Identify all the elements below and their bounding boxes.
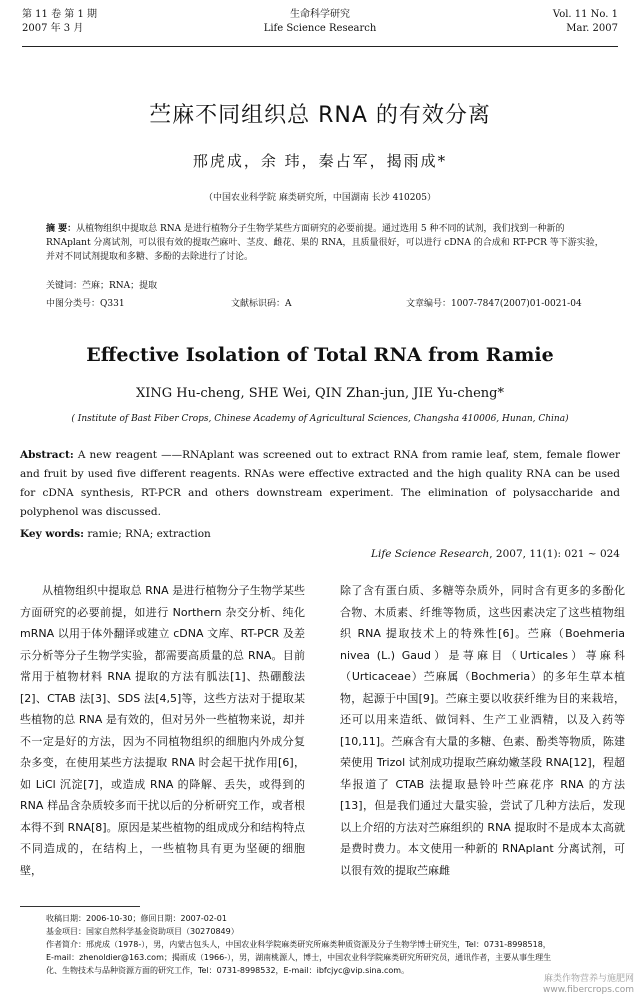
english-keywords-text: ramie; RNA; extraction — [87, 528, 211, 540]
running-header — [22, 8, 618, 48]
watermark — [543, 974, 634, 996]
english-abstract — [20, 446, 620, 522]
volume-info-en — [553, 8, 618, 36]
citation-volume: , 2007, 11(1): 021 ~ 024 — [489, 548, 620, 560]
english-title: Effective Isolation of Total RNA from Ramie — [86, 344, 554, 366]
footnote-author-bio: 作者简介：邢虎成（1978-），男，内蒙古包头人，中国农业科学院麻类研究所麻类种质资源及分子生物学博士研究生，Tel：0731-8998518， — [46, 940, 551, 949]
english-abstract-label: Abstract: — [20, 449, 74, 461]
chinese-affiliation: （中国农业科学院 麻类研究所，中国湖南 长沙 410205） — [204, 193, 436, 203]
english-keywords — [20, 528, 211, 540]
english-abstract-text: A new reagent ——RNAplant was screened out to extract RNA from ramie leaf, stem, female flower and fruit by used five different reagents. RNAs were effective extracted and the high quality RNA can be used for cDNA synthesis, RT-PCR and others downstream experiment. The elimination of polysaccharide and polyphenol was discussed. — [20, 449, 620, 518]
watermark-url: www.fibercrops.com — [543, 985, 634, 995]
footnote-rule — [20, 906, 140, 907]
footnotes — [46, 912, 626, 977]
footnote-author-bio-cont: E-mail：zhenoldier@163.com；揭雨成（1966-），男，湖南桃源人，博士，中国农业科学院麻类研究所研究员，通讯作者，主要从事生理生 — [46, 953, 552, 962]
citation — [371, 548, 620, 560]
volume-issue-en: Vol. 11 No. 1 — [552, 9, 618, 20]
body-paragraph: 从植物组织中提取总 RNA 是进行植物分子生物学某些方面研究的必要前提，如进行 Northern 杂交分析、纯化 mRNA 以用于体外翻译或建立 cDNA 文库、RT-PCR 及差示分析等分子生物学实验，都需要高质量的总 RNA。目前常用于植物材料 RNA 提取的方法有胍法[1]、热硼酸法[2]、CTAB 法[3]、SDS 法[4,5]等，这些方法对于提取某些植物的总 RNA 是有效的，但对另外一些植物来说，却并不一定是好的方法，因为不同植物组织的细胞内外成分复杂多变，在使用某些方法提取 RNA 时会起干扰作用[6]，如 LiCl 沉淀[7]，或造成 RNA 的降解、丢失，或得到的 RNA 样品含杂质较多而干扰以后的分析研究工作，或者根本得不到 RNA[8]。原因是某些植物的组成成分和结构特点不同造成的，在结构上，一些植物具有更为坚硬的细胞壁， — [20, 584, 305, 877]
article-number: 文章编号：1007-7847(2007)01-0021-04 — [406, 299, 582, 309]
chinese-title: 苎麻不同组织总 RNA 的有效分离 — [149, 103, 491, 128]
footnote-funding: 基金项目：国家自然科学基金资助项目（30270849） — [46, 927, 239, 936]
header-rule — [22, 46, 618, 47]
footnote-received: 收稿日期：2006-10-30；修回日期：2007-02-01 — [46, 914, 227, 923]
chinese-abstract — [46, 222, 606, 264]
class-number: 中图分类号：Q331 — [46, 299, 125, 309]
journal-name — [22, 8, 618, 36]
body-paragraph: 除了含有蛋白质、多糖等杂质外，同时含有更多的多酚化合物、木质素、纤维等物质，这些因素决定了这些植物组织 RNA 提取技术上的特殊性[6]。苎麻（Boehmeria nivea (L.) Gaud）是荨麻目（Urticales）荨麻科（Urticaceae）苎麻属（Bochmeria）的多年生草本植物，起源于中国[9]。苎麻主要以收获纤维为目的来栽培，还可以用来造纸、做饲料、生产工业酒精，以及入药等[10,11]。苎麻含有大量的多糖、色素、酚类等物质，陈建荣使用 Trizol 试剂成功提取苎麻幼嫩茎段 RNA[12]，程超华报道了 CTAB 法提取悬铃叶苎麻花序 RNA 的方法[13]，但是我们通过大量实验，尝试了几种方法后，发现以上介绍的方法对苎麻组织的 RNA 提取时不是成本太高就是费时费力。本文使用一种新的 RNAplant 分离试剂，可以很有效的提取苎麻雌 — [340, 584, 625, 877]
english-keywords-label: Key words: — [20, 528, 85, 540]
classification-row — [46, 296, 606, 310]
document-code: 文献标识码：A — [231, 299, 292, 309]
chinese-keywords: 关键词：苎麻；RNA；提取 — [46, 281, 158, 291]
journal-name-cn: 生命科学研究 — [290, 9, 350, 20]
citation-journal: Life Science Research — [370, 548, 490, 560]
body-left-column — [20, 580, 305, 881]
english-affiliation: ( Institute of Bast Fiber Crops, Chinese Academy of Agricultural Sciences, Changsha 410006, Hunan, China) — [71, 414, 569, 424]
footnote-author-bio-end: 化、生物技术与品种资源方面的研究工作，Tel：0731-8998532，E-mail：ibfcjyc@vip.sina.com。 — [46, 966, 410, 975]
journal-name-en: Life Science Research — [263, 23, 377, 34]
volume-date-en: Mar. 2007 — [566, 23, 618, 34]
english-authors: XING Hu-cheng, SHE Wei, QIN Zhan-jun, JIE Yu-cheng* — [136, 386, 504, 401]
chinese-abstract-text: 从植物组织中提取总 RNA 是进行植物分子生物学某些方面研究的必要前提。通过选用 5 种不同的试剂，我们找到一种新的 RNAplant 分离试剂，可以很有效的提取苎麻叶、茎皮、雌花、果的 RNA，且质量很好，可以进行 cDNA 的合成和 RT-PCR 等下游实验，并对不同试剂提取和多糖、多酚的去除进行了讨论。 — [46, 224, 604, 262]
watermark-site-name: 麻类作物营养与施肥网 — [543, 974, 634, 984]
body-right-column — [340, 580, 625, 881]
chinese-authors: 邢虎成，余 玮，秦占军，揭雨成* — [192, 152, 448, 170]
volume-issue: 第 11 卷 第 1 期 — [22, 9, 97, 20]
volume-date: 2007 年 3 月 — [22, 23, 84, 34]
chinese-abstract-label: 摘 要： — [46, 224, 77, 234]
